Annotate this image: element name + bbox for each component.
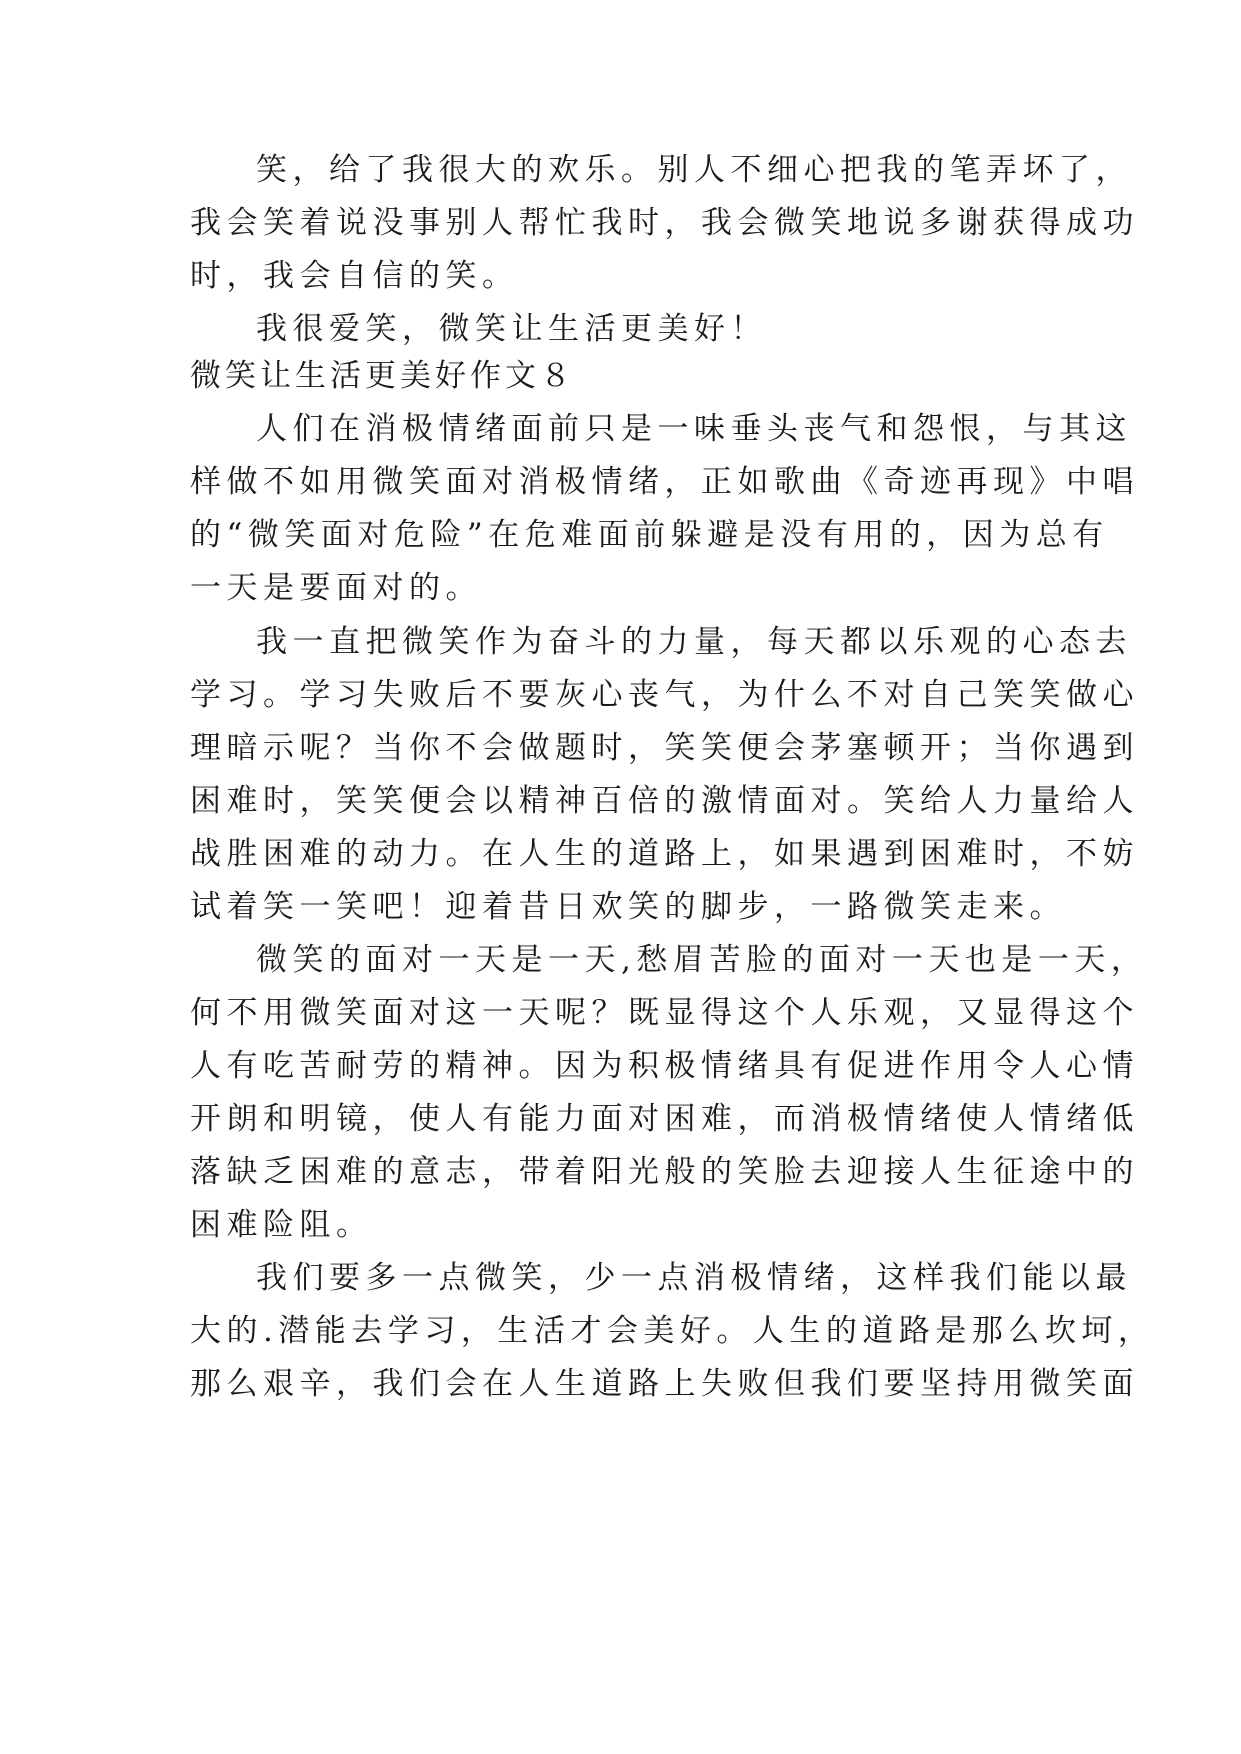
paragraph-line: 我会笑着说没事别人帮忙我时，我会微笑地说多谢获得成功 (190, 205, 1139, 241)
paragraph-line: 人有吃苦耐劳的精神。因为积极情绪具有促进作用令人心情 (190, 1048, 1139, 1084)
paragraph-line: 理暗示呢？当你不会做题时，笑笑便会茅塞顿开；当你遇到 (190, 730, 1139, 766)
paragraph-line: 一天是要面对的。 (190, 570, 482, 606)
paragraph-line: 战胜困难的动力。在人生的道路上，如果遇到困难时，不妨 (190, 836, 1139, 872)
section-heading: 微笑让生活更美好作文８ (190, 358, 575, 394)
paragraph-line: 我们要多一点微笑，少一点消极情绪，这样我们能以最 (256, 1260, 1132, 1296)
paragraph-line: 样做不如用微笑面对消极情绪，正如歌曲《奇迹再现》中唱 (190, 464, 1139, 500)
paragraph-line: 何不用微笑面对这一天呢？既显得这个人乐观，又显得这个 (190, 995, 1139, 1031)
paragraph-line: 试着笑一笑吧！迎着昔日欢笑的脚步，一路微笑走来。 (190, 889, 1066, 925)
paragraph-line: 困难时，笑笑便会以精神百倍的激情面对。笑给人力量给人 (190, 783, 1139, 819)
paragraph-line: 我很爱笑，微笑让生活更美好！ (256, 311, 767, 347)
paragraph-line: 学习。学习失败后不要灰心丧气，为什么不对自己笑笑做心 (190, 677, 1139, 713)
paragraph-line: 微笑的面对一天是一天,愁眉苦脸的面对一天也是一天， (256, 942, 1148, 978)
paragraph-line: 的“微笑面对危险”在危难面前躲避是没有用的，因为总有 (190, 517, 1109, 553)
paragraph-line: 人们在消极情绪面前只是一味垂头丧气和怨恨，与其这 (256, 411, 1132, 447)
paragraph-line: 我一直把微笑作为奋斗的力量，每天都以乐观的心态去 (256, 624, 1132, 660)
paragraph-line: 开朗和明镜，使人有能力面对困难，而消极情绪使人情绪低 (190, 1101, 1139, 1137)
paragraph-line: 落缺乏困难的意志，带着阳光般的笑脸去迎接人生征途中的 (190, 1154, 1139, 1190)
paragraph-line: 困难险阻。 (190, 1207, 373, 1243)
paragraph-line: 那么艰辛，我们会在人生道路上失败但我们要坚持用微笑面 (190, 1366, 1139, 1402)
paragraph-line: 大的.潜能去学习，生活才会美好。人生的道路是那么坎坷， (190, 1313, 1155, 1349)
paragraph-line: 时，我会自信的笑。 (190, 258, 519, 294)
paragraph-line: 笑，给了我很大的欢乐。别人不细心把我的笔弄坏了， (256, 152, 1132, 188)
